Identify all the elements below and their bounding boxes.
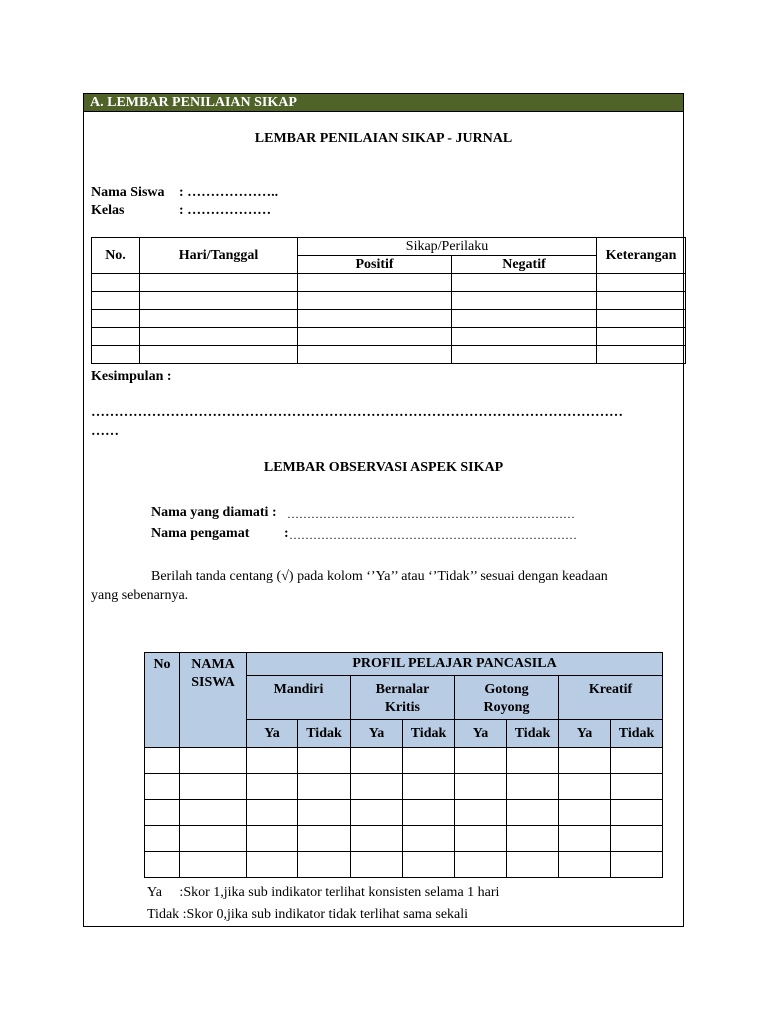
aspect-gotong-royong-line-1: Gotong (484, 682, 529, 697)
observation-table (144, 652, 663, 878)
observer-label: Nama pengamat (151, 526, 250, 541)
aspect-gotong-royong (455, 676, 559, 720)
table-row (92, 346, 686, 364)
student-name-label: Nama Siswa (91, 185, 165, 200)
col-no-answer: Tidak (298, 720, 351, 748)
table-row (92, 274, 686, 292)
table-row (92, 310, 686, 328)
class-label: Kelas (91, 203, 125, 218)
col-yes: Ya (247, 720, 298, 748)
table-row (145, 748, 663, 774)
journal-table (91, 237, 686, 364)
aspect-bernalar-kritis-line-2: Kritis (385, 700, 420, 715)
observed-name-label: Nama yang diamati : (151, 505, 277, 520)
observed-name-dots: ……………………………………………………………… (287, 507, 575, 521)
instruction-line-2: yang sebenarnya. (91, 588, 189, 603)
col-student-name-line-1: NAMA (191, 657, 235, 672)
section-header: A. LEMBAR PENILAIAN SIKAP (84, 94, 683, 112)
table-row (145, 774, 663, 800)
aspect-gotong-royong-line-2: Royong (483, 700, 530, 715)
col-no: No. (92, 238, 140, 274)
conclusion-label: Kesimpulan : (91, 369, 172, 384)
table-row (145, 852, 663, 878)
col-no-answer: Tidak (403, 720, 455, 748)
col-negative: Negatif (452, 256, 597, 274)
aspect-mandiri: Mandiri (247, 676, 351, 720)
table-row (92, 328, 686, 346)
aspect-bernalar-kritis-line-1: Bernalar (375, 682, 430, 697)
aspect-kreatif: Kreatif (559, 676, 663, 720)
table-row (145, 826, 663, 852)
col-yes: Ya (559, 720, 611, 748)
col-no-answer: Tidak (611, 720, 663, 748)
col-student-name-line-2: SISWA (191, 675, 235, 690)
col-no: No (145, 653, 180, 748)
legend-no: Tidak :Skor 0,jika sub indikator tidak terlihat sama sekali (147, 907, 469, 922)
table-row (92, 292, 686, 310)
observer-colon: : (284, 526, 289, 541)
col-yes: Ya (455, 720, 507, 748)
col-no-answer: Tidak (507, 720, 559, 748)
student-name-value: : ……………….. (179, 185, 279, 200)
class-value: : ……………… (179, 203, 272, 218)
col-date: Hari/Tanggal (140, 238, 298, 274)
col-note: Keterangan (597, 238, 686, 274)
table-row (145, 800, 663, 826)
observer-dots: ……………………………………………………………… (289, 528, 577, 542)
aspect-bernalar-kritis (351, 676, 455, 720)
conclusion-line-1: …………………………………………………………………………………………………… (91, 405, 623, 420)
legend-yes: Ya :Skor 1,jika sub indikator terlihat konsisten selama 1 hari (147, 885, 500, 900)
observation-title: LEMBAR OBSERVASI ASPEK SIKAP (263, 460, 504, 475)
col-student-name (180, 653, 247, 748)
conclusion-line-2: …… (91, 424, 119, 439)
instruction-line-1: Berilah tanda centang (√) pada kolom ‘’Ya’’ atau ‘’Tidak’’ sesuai dengan keadaan (151, 569, 608, 584)
col-attitude: Sikap/Perilaku (298, 238, 597, 256)
col-profile: PROFIL PELAJAR PANCASILA (247, 653, 663, 676)
col-yes: Ya (351, 720, 403, 748)
col-positive: Positif (298, 256, 452, 274)
journal-title: LEMBAR PENILAIAN SIKAP - JURNAL (254, 131, 513, 146)
assessment-sheet (83, 93, 684, 927)
